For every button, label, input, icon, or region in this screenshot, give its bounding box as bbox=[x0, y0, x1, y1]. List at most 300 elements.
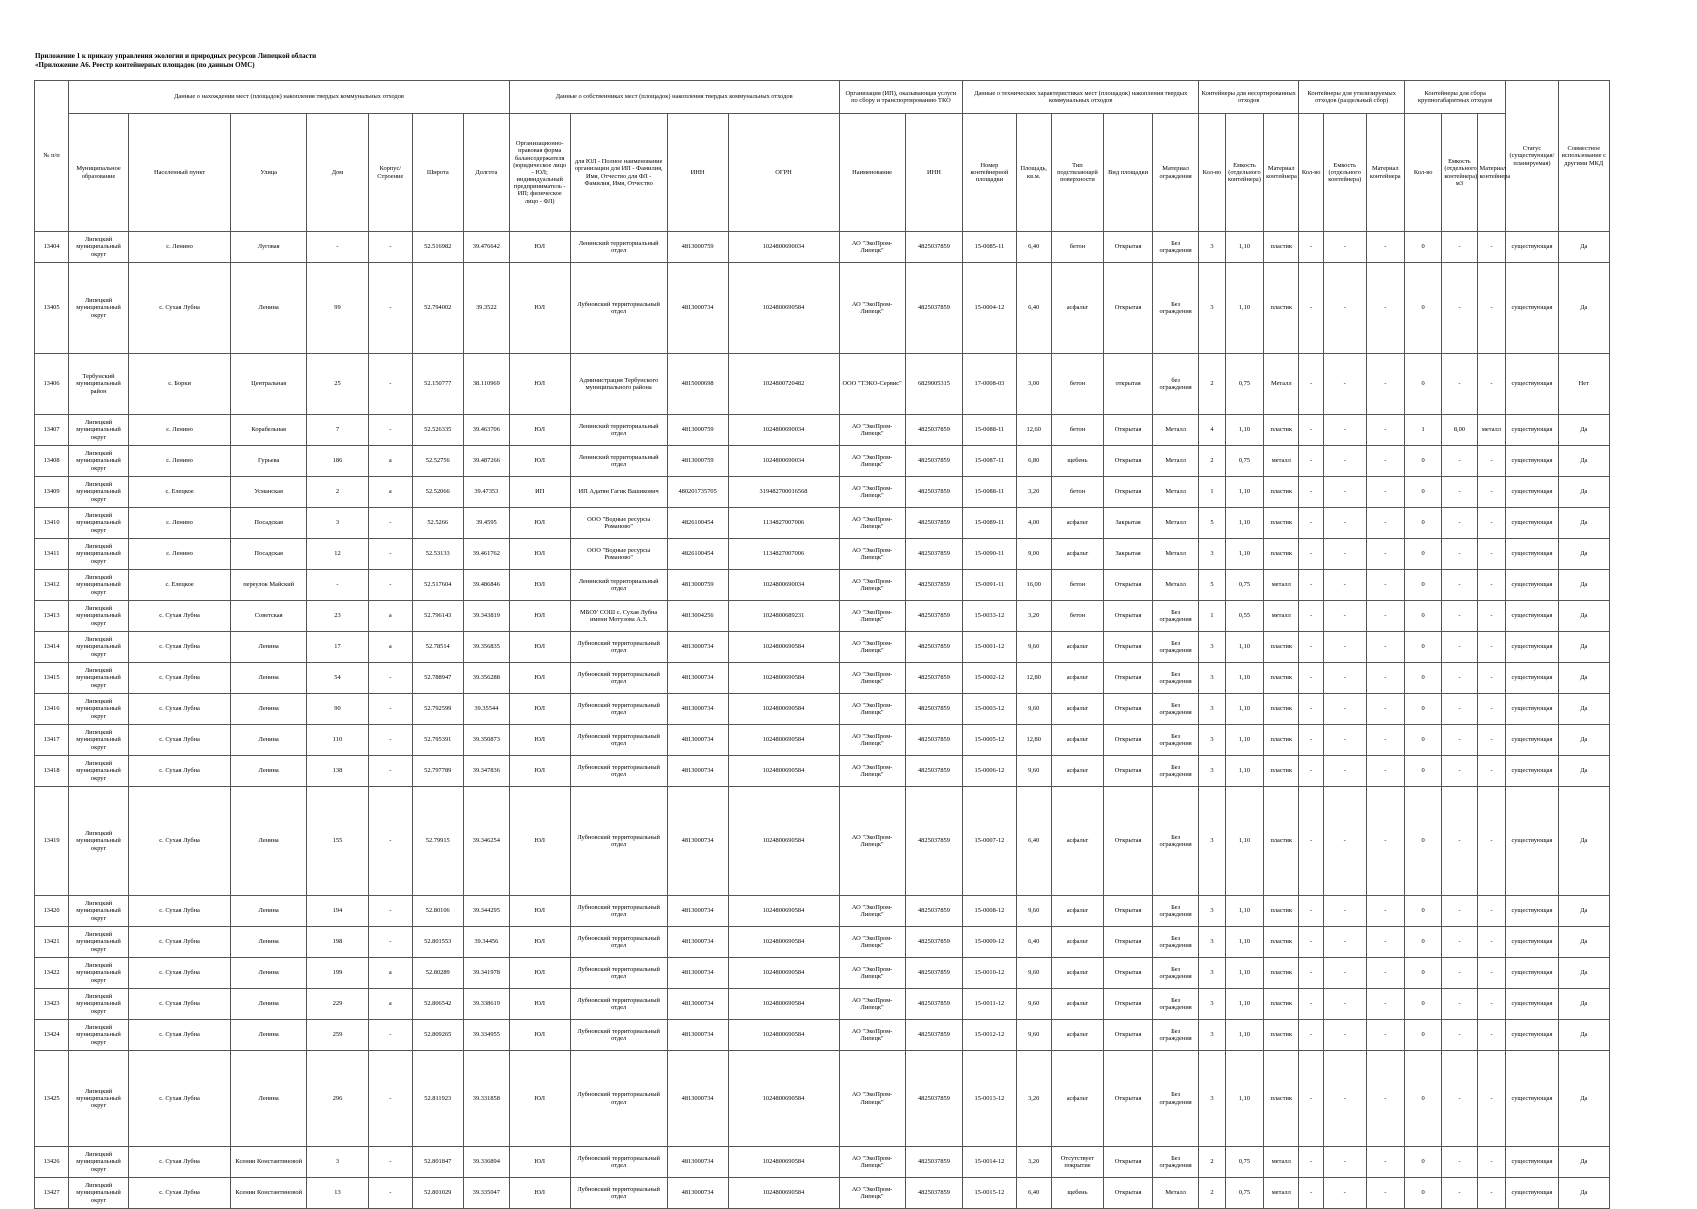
cell-qty-mixed: 2 bbox=[1199, 446, 1226, 477]
row-number: 13405 bbox=[35, 263, 69, 354]
cell-owner-name: Лубновский территориальный отдел bbox=[570, 632, 667, 663]
cell-inn: 4813000734 bbox=[667, 756, 728, 787]
cell-volume-bulky: - bbox=[1442, 539, 1477, 570]
cell-qty-bulky: 0 bbox=[1404, 927, 1441, 958]
cell-surface: бетон bbox=[1051, 354, 1103, 415]
cell-material-bulky: - bbox=[1477, 539, 1506, 570]
cell-org-name: АО "ЭкоПром-Липецк" bbox=[839, 694, 905, 725]
cell-org-name: АО "ЭкоПром-Липецк" bbox=[839, 601, 905, 632]
cell-volume-bulky: - bbox=[1442, 1147, 1477, 1178]
cell-settlement: с. Елецкое bbox=[128, 477, 230, 508]
cell-legal-form: ЮЛ bbox=[509, 601, 570, 632]
cell-material-sorted: - bbox=[1366, 1051, 1404, 1147]
col-ogrn: ОГРН bbox=[728, 114, 839, 232]
cell-settlement: с. Елецкое bbox=[128, 570, 230, 601]
cell-material-bulky: - bbox=[1477, 232, 1506, 263]
cell-site-type: открытая bbox=[1104, 354, 1153, 415]
table-row bbox=[35, 1178, 1610, 1209]
cell-volume-bulky: - bbox=[1442, 508, 1477, 539]
cell-status: существующая bbox=[1506, 1051, 1558, 1147]
cell-latitude: 52.516982 bbox=[412, 232, 463, 263]
cell-volume-sorted: - bbox=[1323, 694, 1366, 725]
cell-status: существующая bbox=[1506, 570, 1558, 601]
cell-qty-sorted: - bbox=[1299, 415, 1324, 446]
cell-qty-sorted: - bbox=[1299, 632, 1324, 663]
table-row bbox=[35, 446, 1610, 477]
cell-inn: 4813000759 bbox=[667, 232, 728, 263]
cell-qty-sorted: - bbox=[1299, 787, 1324, 896]
cell-settlement: с. Сухая Лубна bbox=[128, 1178, 230, 1209]
cell-material-mixed: пластик bbox=[1264, 508, 1299, 539]
cell-volume-sorted: - bbox=[1323, 477, 1366, 508]
cell-material-bulky: - bbox=[1477, 508, 1506, 539]
cell-org-inn: 4825037859 bbox=[905, 601, 963, 632]
cell-volume-mixed: 0,75 bbox=[1225, 1178, 1263, 1209]
cell-site-number: 15-0014-12 bbox=[963, 1147, 1016, 1178]
cell-site-type: Открытая bbox=[1104, 263, 1153, 354]
cell-street: Ленина bbox=[231, 1051, 307, 1147]
cell-latitude: 52.809265 bbox=[412, 1020, 463, 1051]
cell-house: 7 bbox=[307, 415, 369, 446]
cell-org-inn: 4825037859 bbox=[905, 958, 963, 989]
cell-site-type: Открытая bbox=[1104, 1178, 1153, 1209]
cell-material-mixed: пластик bbox=[1264, 896, 1299, 927]
cell-qty-mixed: 1 bbox=[1199, 601, 1226, 632]
cell-shared: Да bbox=[1558, 601, 1609, 632]
cell-fence: Металл bbox=[1153, 539, 1199, 570]
cell-inn: 4813000734 bbox=[667, 663, 728, 694]
cell-longitude: 38.110969 bbox=[463, 354, 509, 415]
cell-longitude: 39.34456 bbox=[463, 927, 509, 958]
cell-house: - bbox=[307, 570, 369, 601]
cell-municipality: Липецкий муниципальный округ bbox=[69, 663, 129, 694]
col-house: Дом bbox=[307, 114, 369, 232]
cell-material-bulky: - bbox=[1477, 958, 1506, 989]
cell-volume-bulky: - bbox=[1442, 446, 1477, 477]
cell-surface: асфальт bbox=[1051, 989, 1103, 1020]
col-org-name: Наименование bbox=[839, 114, 905, 232]
cell-ogrn: 1024800720482 bbox=[728, 354, 839, 415]
cell-longitude: 39.331858 bbox=[463, 1051, 509, 1147]
cell-site-type: Открытая bbox=[1104, 694, 1153, 725]
cell-fence: Без ограждения bbox=[1153, 601, 1199, 632]
cell-settlement: с. Сухая Лубна bbox=[128, 1147, 230, 1178]
table-row bbox=[35, 694, 1610, 725]
cell-latitude: 52.5266 bbox=[412, 508, 463, 539]
cell-volume-mixed: 1,10 bbox=[1225, 694, 1263, 725]
col-surface: Тип подстилающей поверхности bbox=[1051, 114, 1103, 232]
cell-street: Посадская bbox=[231, 539, 307, 570]
cell-area: 9,60 bbox=[1016, 694, 1051, 725]
cell-qty-mixed: 3 bbox=[1199, 539, 1226, 570]
cell-longitude: 39.343819 bbox=[463, 601, 509, 632]
cell-area: 9,60 bbox=[1016, 989, 1051, 1020]
cell-material-mixed: пластик bbox=[1264, 927, 1299, 958]
cell-shared: Да bbox=[1558, 477, 1609, 508]
cell-shared: Да bbox=[1558, 263, 1609, 354]
cell-legal-form: ЮЛ bbox=[509, 446, 570, 477]
table-row bbox=[35, 896, 1610, 927]
cell-qty-mixed: 4 bbox=[1199, 415, 1226, 446]
cell-settlement: с. Сухая Лубна bbox=[128, 896, 230, 927]
cell-inn: 4813000734 bbox=[667, 989, 728, 1020]
cell-house: 17 bbox=[307, 632, 369, 663]
cell-legal-form: ЮЛ bbox=[509, 570, 570, 601]
cell-house: 194 bbox=[307, 896, 369, 927]
cell-inn: 4813000734 bbox=[667, 632, 728, 663]
cell-latitude: 52.517604 bbox=[412, 570, 463, 601]
table-row bbox=[35, 539, 1610, 570]
header-line-1: Приложение 1 к приказу управления экологии и природных ресурсов Липецкой области bbox=[35, 52, 317, 60]
cell-municipality: Липецкий муниципальный округ bbox=[69, 725, 129, 756]
cell-surface: бетон bbox=[1051, 477, 1103, 508]
cell-settlement: с. Сухая Лубна bbox=[128, 787, 230, 896]
cell-legal-form: ЮЛ bbox=[509, 539, 570, 570]
cell-house: 186 bbox=[307, 446, 369, 477]
cell-status: существующая bbox=[1506, 232, 1558, 263]
cell-material-mixed: пластик bbox=[1264, 694, 1299, 725]
cell-material-bulky: - bbox=[1477, 989, 1506, 1020]
cell-surface: бетон bbox=[1051, 415, 1103, 446]
cell-street: Гурьева bbox=[231, 446, 307, 477]
cell-volume-bulky: - bbox=[1442, 989, 1477, 1020]
cell-ogrn: 1024800690584 bbox=[728, 1178, 839, 1209]
cell-material-bulky: - bbox=[1477, 756, 1506, 787]
table-row bbox=[35, 725, 1610, 756]
cell-org-inn: 4825037859 bbox=[905, 896, 963, 927]
cell-qty-mixed: 3 bbox=[1199, 989, 1226, 1020]
cell-latitude: 52.79915 bbox=[412, 787, 463, 896]
cell-longitude: 39.356835 bbox=[463, 632, 509, 663]
col-street: Улица bbox=[231, 114, 307, 232]
cell-volume-bulky: - bbox=[1442, 263, 1477, 354]
table-row bbox=[35, 632, 1610, 663]
cell-material-bulky: - bbox=[1477, 263, 1506, 354]
cell-site-type: Открытая bbox=[1104, 601, 1153, 632]
cell-material-mixed: металл bbox=[1264, 570, 1299, 601]
table-row bbox=[35, 927, 1610, 958]
cell-qty-bulky: 0 bbox=[1404, 787, 1441, 896]
cell-owner-name: Лубновский территориальный отдел bbox=[570, 1020, 667, 1051]
cell-site-number: 15-0091-11 bbox=[963, 570, 1016, 601]
cell-volume-bulky: - bbox=[1442, 1051, 1477, 1147]
cell-material-sorted: - bbox=[1366, 263, 1404, 354]
cell-org-name: АО "ЭкоПром-Липецк" bbox=[839, 1051, 905, 1147]
cell-inn: 4813000734 bbox=[667, 1147, 728, 1178]
cell-surface: бетон bbox=[1051, 601, 1103, 632]
cell-material-sorted: - bbox=[1366, 958, 1404, 989]
cell-material-sorted: - bbox=[1366, 725, 1404, 756]
table-row bbox=[35, 570, 1610, 601]
row-number: 13427 bbox=[35, 1178, 69, 1209]
cell-area: 9,00 bbox=[1016, 539, 1051, 570]
cell-inn: 4813000734 bbox=[667, 927, 728, 958]
cell-site-number: 15-0004-12 bbox=[963, 263, 1016, 354]
cell-org-name: АО "ЭкоПром-Липецк" bbox=[839, 787, 905, 896]
cell-material-sorted: - bbox=[1366, 787, 1404, 896]
row-number: 13423 bbox=[35, 989, 69, 1020]
cell-house: 25 bbox=[307, 354, 369, 415]
cell-inn: 4813000734 bbox=[667, 1051, 728, 1147]
cell-site-number: 15-0015-12 bbox=[963, 1178, 1016, 1209]
cell-site-number: 15-0088-11 bbox=[963, 477, 1016, 508]
cell-volume-bulky: - bbox=[1442, 1178, 1477, 1209]
cell-qty-bulky: 1 bbox=[1404, 415, 1441, 446]
cell-surface: асфальт bbox=[1051, 263, 1103, 354]
cell-qty-mixed: 3 bbox=[1199, 725, 1226, 756]
cell-qty-sorted: - bbox=[1299, 1051, 1324, 1147]
cell-fence: Металл bbox=[1153, 415, 1199, 446]
cell-owner-name: Ленинский территориальный отдел bbox=[570, 415, 667, 446]
cell-qty-sorted: - bbox=[1299, 477, 1324, 508]
cell-house: 229 bbox=[307, 989, 369, 1020]
cell-legal-form: ЮЛ bbox=[509, 725, 570, 756]
cell-surface: асфальт bbox=[1051, 1020, 1103, 1051]
cell-building: а bbox=[368, 632, 412, 663]
cell-org-inn: 4825037859 bbox=[905, 508, 963, 539]
cell-site-type: Открытая bbox=[1104, 958, 1153, 989]
cell-shared: Да bbox=[1558, 989, 1609, 1020]
cell-municipality: Липецкий муниципальный округ bbox=[69, 232, 129, 263]
col-longitude: Долгота bbox=[463, 114, 509, 232]
cell-ogrn: 1024800690584 bbox=[728, 896, 839, 927]
cell-qty-bulky: 0 bbox=[1404, 1051, 1441, 1147]
cell-latitude: 52.795391 bbox=[412, 725, 463, 756]
cell-status: существующая bbox=[1506, 896, 1558, 927]
cell-qty-sorted: - bbox=[1299, 539, 1324, 570]
cell-qty-bulky: 0 bbox=[1404, 756, 1441, 787]
col-settlement: Населенный пункт bbox=[128, 114, 230, 232]
cell-status: существующая bbox=[1506, 787, 1558, 896]
cell-qty-mixed: 2 bbox=[1199, 1147, 1226, 1178]
cell-volume-sorted: - bbox=[1323, 787, 1366, 896]
cell-settlement: с. Ленино bbox=[128, 508, 230, 539]
group-sorted-containers: Контейнеры для утилизируемых отходов (раздельный сбор) bbox=[1299, 81, 1405, 114]
cell-material-mixed: металл bbox=[1264, 601, 1299, 632]
cell-municipality: Липецкий муниципальный округ bbox=[69, 1020, 129, 1051]
cell-org-name: АО "ЭкоПром-Липецк" bbox=[839, 756, 905, 787]
cell-org-name: АО "ЭкоПром-Липецк" bbox=[839, 508, 905, 539]
cell-building: а bbox=[368, 601, 412, 632]
cell-fence: Без ограждения bbox=[1153, 927, 1199, 958]
cell-area: 9,60 bbox=[1016, 958, 1051, 989]
col-material-mixed: Материал контейнера bbox=[1264, 114, 1299, 232]
cell-surface: асфальт bbox=[1051, 1051, 1103, 1147]
cell-street: Ксении Константиновой bbox=[231, 1147, 307, 1178]
cell-material-bulky: - bbox=[1477, 694, 1506, 725]
cell-owner-name: Ленинский территориальный отдел bbox=[570, 446, 667, 477]
cell-org-inn: 4825037859 bbox=[905, 663, 963, 694]
cell-owner-name: Лубновский территориальный отдел bbox=[570, 787, 667, 896]
cell-volume-mixed: 1,10 bbox=[1225, 632, 1263, 663]
cell-house: 2 bbox=[307, 477, 369, 508]
cell-material-sorted: - bbox=[1366, 415, 1404, 446]
cell-volume-bulky: - bbox=[1442, 694, 1477, 725]
cell-volume-bulky: - bbox=[1442, 787, 1477, 896]
col-qty-sorted: Кол-во bbox=[1299, 114, 1324, 232]
cell-status: существующая bbox=[1506, 415, 1558, 446]
cell-shared: Да bbox=[1558, 896, 1609, 927]
row-number: 13424 bbox=[35, 1020, 69, 1051]
cell-street: Советская bbox=[231, 601, 307, 632]
cell-settlement: с. Сухая Лубна bbox=[128, 632, 230, 663]
cell-area: 3,00 bbox=[1016, 354, 1051, 415]
cell-volume-bulky: - bbox=[1442, 1020, 1477, 1051]
cell-volume-bulky: - bbox=[1442, 725, 1477, 756]
cell-longitude: 39.338619 bbox=[463, 989, 509, 1020]
cell-volume-mixed: 1,10 bbox=[1225, 232, 1263, 263]
cell-municipality: Липецкий муниципальный округ bbox=[69, 1178, 129, 1209]
col-qty-mixed: Кол-во bbox=[1199, 114, 1226, 232]
cell-surface: асфальт bbox=[1051, 927, 1103, 958]
cell-material-mixed: металл bbox=[1264, 1178, 1299, 1209]
cell-qty-bulky: 0 bbox=[1404, 958, 1441, 989]
cell-material-sorted: - bbox=[1366, 539, 1404, 570]
cell-area: 9,60 bbox=[1016, 896, 1051, 927]
cell-longitude: 39.47353 bbox=[463, 477, 509, 508]
cell-site-number: 15-0003-12 bbox=[963, 694, 1016, 725]
cell-site-number: 15-0089-11 bbox=[963, 508, 1016, 539]
cell-material-bulky: металл bbox=[1477, 415, 1506, 446]
cell-building: - bbox=[368, 1020, 412, 1051]
cell-qty-mixed: 3 bbox=[1199, 632, 1226, 663]
cell-building: - bbox=[368, 570, 412, 601]
cell-shared: Нет bbox=[1558, 354, 1609, 415]
cell-volume-mixed: 1,10 bbox=[1225, 539, 1263, 570]
cell-site-type: Открытая bbox=[1104, 1051, 1153, 1147]
cell-volume-sorted: - bbox=[1323, 508, 1366, 539]
cell-latitude: 52.52066 bbox=[412, 477, 463, 508]
cell-ogrn: 1024800690034 bbox=[728, 415, 839, 446]
cell-org-name: АО "ЭкоПром-Липецк" bbox=[839, 927, 905, 958]
cell-street: Ленина bbox=[231, 756, 307, 787]
cell-volume-sorted: - bbox=[1323, 446, 1366, 477]
cell-site-type: Открытая bbox=[1104, 663, 1153, 694]
table-row bbox=[35, 508, 1610, 539]
cell-material-mixed: металл bbox=[1264, 1147, 1299, 1178]
cell-settlement: с. Сухая Лубна bbox=[128, 263, 230, 354]
cell-owner-name: Администрация Тербунского муниципального района bbox=[570, 354, 667, 415]
cell-building: - bbox=[368, 725, 412, 756]
cell-site-type: Открытая bbox=[1104, 989, 1153, 1020]
cell-house: 3 bbox=[307, 508, 369, 539]
cell-material-bulky: - bbox=[1477, 787, 1506, 896]
row-number: 13415 bbox=[35, 663, 69, 694]
cell-volume-sorted: - bbox=[1323, 1147, 1366, 1178]
cell-site-number: 15-0011-12 bbox=[963, 989, 1016, 1020]
cell-shared: Да bbox=[1558, 725, 1609, 756]
cell-area: 6,40 bbox=[1016, 1178, 1051, 1209]
row-number: 13421 bbox=[35, 927, 69, 958]
cell-qty-sorted: - bbox=[1299, 989, 1324, 1020]
cell-shared: Да bbox=[1558, 539, 1609, 570]
cell-qty-sorted: - bbox=[1299, 508, 1324, 539]
cell-qty-bulky: 0 bbox=[1404, 477, 1441, 508]
col-municipality: Муниципальное образование bbox=[69, 114, 129, 232]
cell-surface: асфальт bbox=[1051, 787, 1103, 896]
cell-fence: Без ограждения bbox=[1153, 896, 1199, 927]
cell-volume-sorted: - bbox=[1323, 1178, 1366, 1209]
cell-volume-bulky: - bbox=[1442, 927, 1477, 958]
cell-latitude: 52.78514 bbox=[412, 632, 463, 663]
cell-building: - bbox=[368, 1147, 412, 1178]
cell-volume-sorted: - bbox=[1323, 539, 1366, 570]
cell-shared: Да bbox=[1558, 232, 1609, 263]
cell-settlement: с. Ленино bbox=[128, 446, 230, 477]
cell-site-type: Закрытая bbox=[1104, 508, 1153, 539]
cell-volume-bulky: - bbox=[1442, 756, 1477, 787]
cell-fence: Без ограждения bbox=[1153, 1020, 1199, 1051]
cell-house: - bbox=[307, 232, 369, 263]
cell-qty-bulky: 0 bbox=[1404, 539, 1441, 570]
cell-latitude: 52.792599 bbox=[412, 694, 463, 725]
cell-site-number: 17-0008-03 bbox=[963, 354, 1016, 415]
cell-area: 4,00 bbox=[1016, 508, 1051, 539]
cell-status: существующая bbox=[1506, 601, 1558, 632]
cell-volume-sorted: - bbox=[1323, 663, 1366, 694]
cell-latitude: 52.53133 bbox=[412, 539, 463, 570]
cell-qty-sorted: - bbox=[1299, 263, 1324, 354]
cell-inn: 4813000734 bbox=[667, 1178, 728, 1209]
cell-fence: Металл bbox=[1153, 508, 1199, 539]
cell-ogrn: 319482700016568 bbox=[728, 477, 839, 508]
cell-site-number: 15-0001-12 bbox=[963, 632, 1016, 663]
cell-building: - bbox=[368, 694, 412, 725]
cell-owner-name: Ленинский территориальный отдел bbox=[570, 570, 667, 601]
cell-material-sorted: - bbox=[1366, 232, 1404, 263]
cell-longitude: 39.4595 bbox=[463, 508, 509, 539]
cell-volume-mixed: 1,10 bbox=[1225, 989, 1263, 1020]
cell-owner-name: ООО "Водные ресурсы Романово" bbox=[570, 539, 667, 570]
cell-org-name: АО "ЭкоПром-Липецк" bbox=[839, 1020, 905, 1051]
cell-ogrn: 1024800690584 bbox=[728, 694, 839, 725]
cell-material-bulky: - bbox=[1477, 663, 1506, 694]
cell-material-bulky: - bbox=[1477, 896, 1506, 927]
cell-qty-mixed: 5 bbox=[1199, 508, 1226, 539]
cell-org-inn: 4825037859 bbox=[905, 694, 963, 725]
cell-municipality: Липецкий муниципальный округ bbox=[69, 1147, 129, 1178]
cell-volume-mixed: 0,75 bbox=[1225, 570, 1263, 601]
cell-material-sorted: - bbox=[1366, 632, 1404, 663]
cell-fence: Без ограждения bbox=[1153, 694, 1199, 725]
cell-surface: асфальт bbox=[1051, 958, 1103, 989]
cell-qty-sorted: - bbox=[1299, 756, 1324, 787]
cell-area: 16,00 bbox=[1016, 570, 1051, 601]
cell-qty-mixed: 3 bbox=[1199, 663, 1226, 694]
cell-volume-mixed: 1,10 bbox=[1225, 958, 1263, 989]
cell-ogrn: 1024800690584 bbox=[728, 989, 839, 1020]
cell-status: существующая bbox=[1506, 1147, 1558, 1178]
cell-municipality: Липецкий муниципальный округ bbox=[69, 632, 129, 663]
cell-org-name: АО "ЭкоПром-Липецк" bbox=[839, 989, 905, 1020]
cell-house: 259 bbox=[307, 1020, 369, 1051]
cell-latitude: 52.788947 bbox=[412, 663, 463, 694]
cell-municipality: Липецкий муниципальный округ bbox=[69, 927, 129, 958]
cell-legal-form: ЮЛ bbox=[509, 508, 570, 539]
cell-site-number: 15-0088-11 bbox=[963, 415, 1016, 446]
row-number: 13413 bbox=[35, 601, 69, 632]
cell-site-number: 15-0085-11 bbox=[963, 232, 1016, 263]
cell-area: 6,80 bbox=[1016, 446, 1051, 477]
cell-shared: Да bbox=[1558, 632, 1609, 663]
cell-material-sorted: - bbox=[1366, 508, 1404, 539]
table-row bbox=[35, 601, 1610, 632]
cell-building: - bbox=[368, 663, 412, 694]
cell-org-name: АО "ЭкоПром-Липецк" bbox=[839, 446, 905, 477]
cell-building: - bbox=[368, 508, 412, 539]
cell-legal-form: ЮЛ bbox=[509, 232, 570, 263]
cell-qty-bulky: 0 bbox=[1404, 570, 1441, 601]
